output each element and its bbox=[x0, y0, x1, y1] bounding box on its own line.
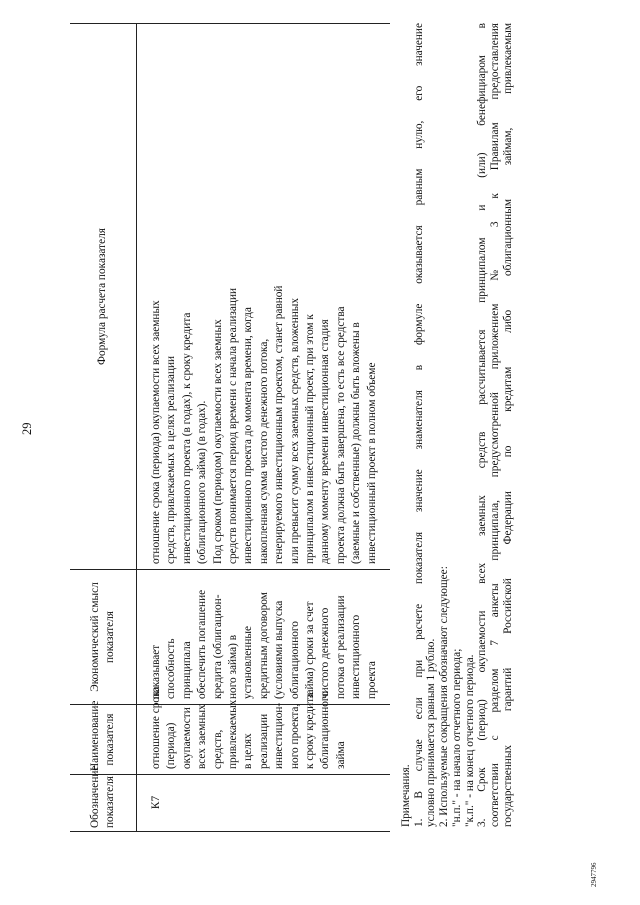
cell-line: инвестиционного проекта до момента времени, когда bbox=[242, 307, 255, 564]
cell-line: займа bbox=[334, 741, 347, 769]
cell-line: способность bbox=[165, 638, 178, 699]
cell-line: (условиями выпуска bbox=[273, 600, 286, 699]
cell-meaning bbox=[137, 570, 391, 705]
cell-line: показывает bbox=[150, 644, 162, 699]
cell-line: средств, привлекаемых в целях реализации bbox=[165, 355, 178, 564]
cell-line: средств понимается период времени с начала реализации bbox=[227, 287, 240, 564]
cell-line: инвестиционный проект в полном объеме bbox=[365, 362, 378, 564]
cell-line: проекта должна быть завершена, то есть все средства bbox=[334, 306, 347, 564]
cell-line: кредита (облигацион- bbox=[211, 594, 224, 699]
note-line: "н.п." - на начало отчетного периода; bbox=[450, 648, 463, 827]
header-formula: Формула расчета показателя bbox=[70, 24, 137, 570]
cell-line: (периода) bbox=[165, 722, 178, 769]
cell-line: принципала bbox=[180, 641, 193, 699]
indicator-table bbox=[70, 23, 390, 832]
cell-line: инвестиционного bbox=[350, 614, 363, 699]
cell-name bbox=[137, 686, 391, 775]
cell-line: отношение срока bbox=[150, 686, 162, 769]
note-line: 1. В случае если при расчете показателя значение знаменателя в формуле оказывается равным нулю, его значение bbox=[412, 23, 425, 827]
table-row bbox=[137, 24, 391, 832]
cell-line: ного займа) в bbox=[227, 634, 240, 699]
page-number: 29 bbox=[20, 422, 34, 435]
cell-line: Под сроком (периодом) окупаемости всех заемных bbox=[211, 319, 224, 564]
notes-block bbox=[400, 23, 514, 827]
header-meaning: Экономический смысл показателя bbox=[70, 570, 137, 705]
note-line: 2. Используемые сокращения обозначают следующее: bbox=[438, 566, 451, 827]
cell-line: генерируемого инвестиционным проектом, станет равной bbox=[273, 285, 286, 564]
cell-line: займа) сроки за счет bbox=[304, 601, 317, 699]
cell-line: облигационного bbox=[288, 621, 301, 699]
cell-line: проекта bbox=[365, 661, 378, 699]
cell-line: установленные bbox=[242, 626, 255, 699]
notes-body bbox=[413, 23, 515, 827]
cell-line: (облигационного займа) (в годах). bbox=[196, 400, 209, 564]
cell-line: потока от реализации bbox=[334, 595, 347, 699]
cell-code: К7 bbox=[137, 775, 391, 832]
cell-line: окупаемости bbox=[180, 707, 193, 769]
cell-line: к сроку кредита bbox=[304, 692, 317, 769]
cell-line: инвестиционного проекта (в годах), к сроку кредита bbox=[180, 312, 193, 564]
cell-line: кредитным договором bbox=[257, 592, 270, 699]
cell-formula bbox=[137, 24, 391, 570]
cell-line: (заемные и собственные) должны быть вложены в bbox=[350, 322, 363, 564]
document-id: 2947796 bbox=[590, 862, 598, 887]
cell-line: или превысит сумму всех заемных средств, вложенных bbox=[288, 297, 301, 564]
cell-line: обеспечить погашение bbox=[196, 589, 209, 699]
cell-line: отношение срока (периода) окупаемости всех заемных bbox=[150, 300, 162, 564]
cell-line: данному моменту времени инвестиционная стадия bbox=[319, 319, 332, 564]
note-line: соответствии с разделом 7 анкеты принципала, предусмотренной приложением № 3 к Правилам предоставления bbox=[488, 23, 501, 827]
cell-line: принципалом в инвестиционный проект, при этом к bbox=[304, 314, 317, 564]
cell-line: ного проекта, bbox=[288, 703, 301, 769]
cell-line: реализации bbox=[257, 713, 270, 769]
cell-line: облигационного bbox=[319, 691, 332, 769]
cell-line: чистого денежного bbox=[319, 607, 332, 699]
note-line: "к.п." - на конец отчетного периода. bbox=[463, 654, 476, 827]
note-line: условно принимается равным 1 рублю. bbox=[425, 638, 438, 827]
note-line: государственных гарантий Российской Федерации по кредитам либо облигационным займам, привлекаемым bbox=[501, 23, 514, 827]
cell-line: всех заемных bbox=[196, 704, 209, 769]
header-code: Обозначение показателя bbox=[70, 775, 137, 832]
note-line: 3. Срок (период) окупаемости всех заемных средств рассчитывается принципалом и (или) бенефициаром в bbox=[476, 23, 489, 827]
table-header-row bbox=[70, 24, 137, 832]
notes-title: Примечания. bbox=[400, 764, 412, 827]
cell-line: средств, bbox=[211, 729, 224, 769]
cell-line: привлекаемых bbox=[227, 699, 240, 769]
cell-line: инвестицион- bbox=[273, 702, 286, 769]
cell-line: в целях bbox=[242, 733, 255, 769]
cell-line: накопленная сумма чистого денежного потока, bbox=[257, 338, 270, 564]
header-name: Наименование показателя bbox=[70, 705, 137, 775]
